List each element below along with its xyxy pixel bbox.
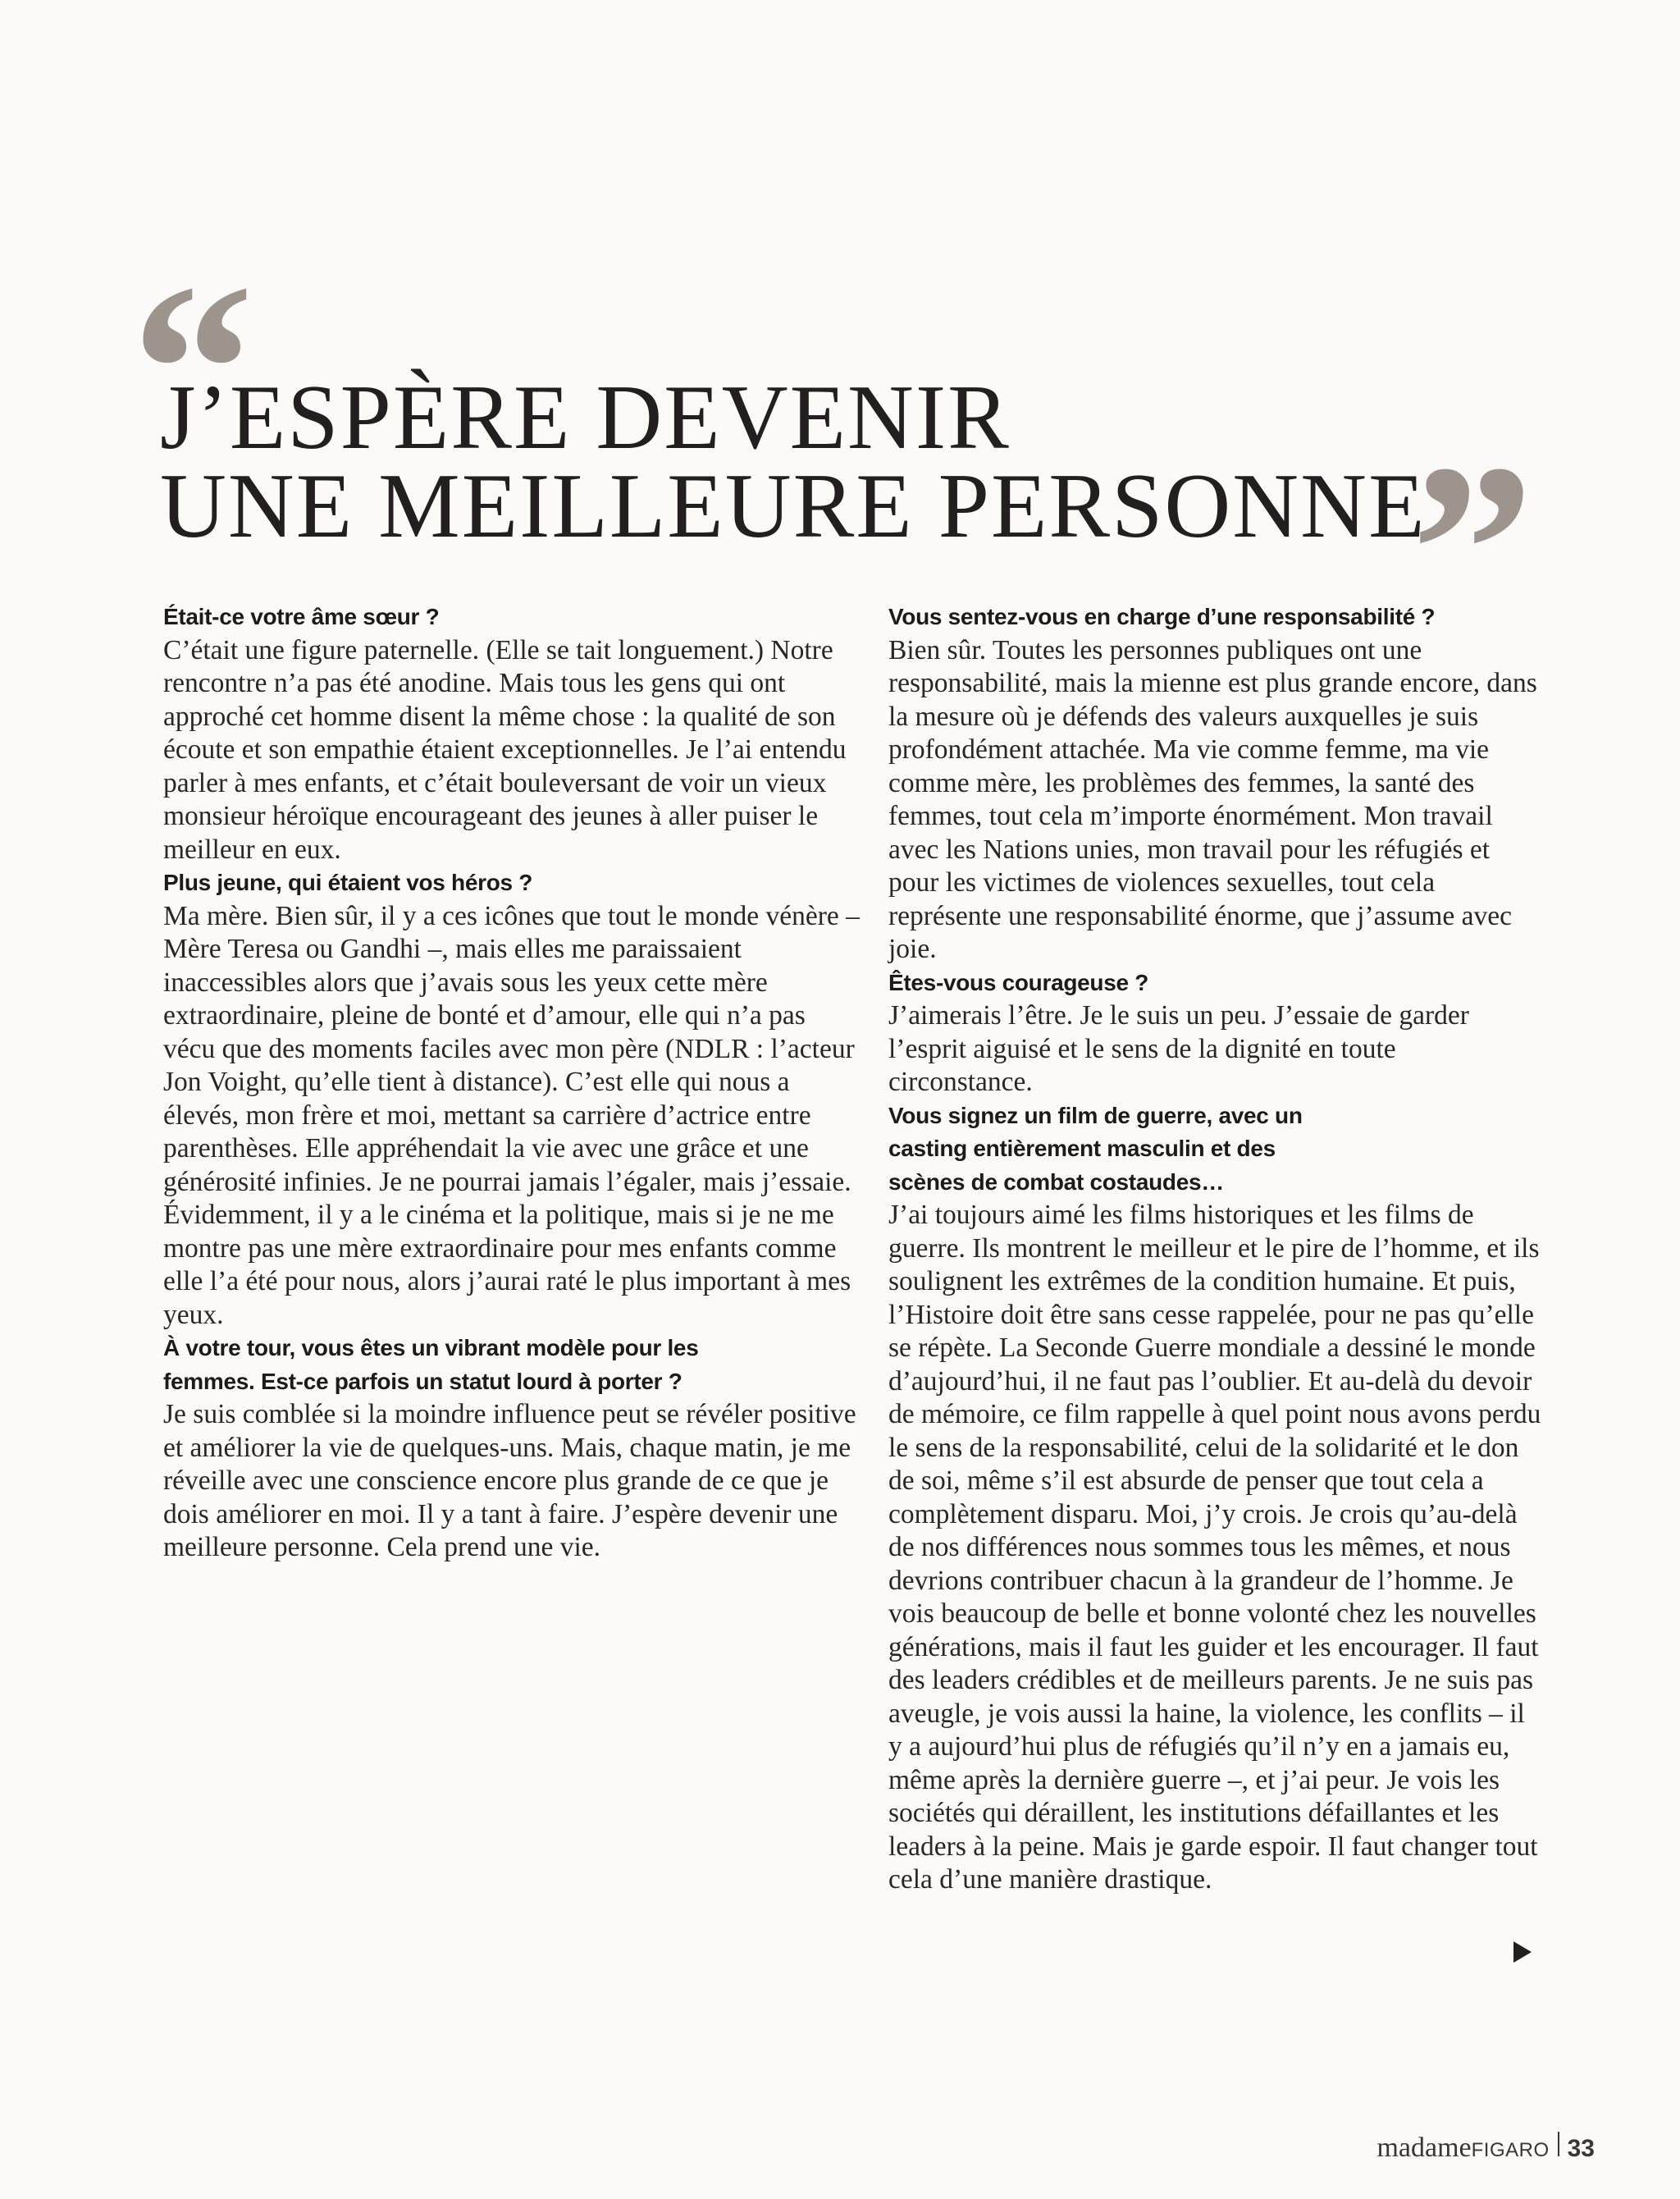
question: Vous sentez-vous en charge d’une responsabilité ?: [888, 604, 1436, 629]
page-footer: [1376, 2132, 1595, 2164]
qa-block: [888, 967, 1545, 1100]
open-quote-mark: “: [131, 233, 254, 505]
qa-block: [163, 866, 861, 1332]
question: Êtes-vous courageuse ?: [888, 969, 1149, 995]
brand-madame: madame: [1376, 2133, 1472, 2163]
qa-block: [888, 601, 1545, 967]
question: À votre tour, vous êtes un vibrant modèle pour les femmes. Est-ce parfois un statut lourd à porter ?: [163, 1335, 699, 1394]
answer: J’ai toujours aimé les films historiques et les films de guerre. Ils montrent le meilleur et le pire de l’homme, et ils soulignent les extrêmes de la condition humaine. Et puis, l’Histoire doit être sans cesse rappelée, pour ne pas qu’elle se répète. La Seconde Guerre mondiale a dessiné le monde d’aujourd’hui, il ne faut pas l’oublier. Et au-delà du devoir de mémoire, ce film rappelle à quel point nous avons perdu le sens de la responsabilité, celui de la solidarité et le don de soi, même s’il est absurde de penser que tout cela a complètement disparu. Moi, j’y crois. Je crois qu’au-delà de nos différences nous sommes tous les mêmes, et nous devrions contribuer chacun à la grandeur de l’homme. Je vois beaucoup de belle et bonne volonté chez les nouvelles générations, mais il faut les guider et les encourager. Il faut des leaders crédibles et de meilleurs parents. Je ne suis pas aveugle, je vois aussi la haine, la violence, les conflits – il y a aujourd’hui plus de réfugiés qu’il n’y en a jamais eu, même après la dernière guerre –, et j’ai peur. Je vois les sociétés qui déraillent, les institutions défaillantes et les leaders à la peine. Mais je garde espoir. Il faut changer tout cela d’une manière drastique.: [888, 1200, 1541, 1895]
answer: J’aimerais l’être. Je le suis un peu. J’essaie de garder l’esprit aiguisé et le sens de la dignité en toute circonstance.: [888, 1000, 1469, 1097]
qa-block: [888, 1100, 1545, 1897]
continue-triangle-right-icon: [1513, 1941, 1532, 1963]
brand-figaro: FIGARO: [1471, 2139, 1550, 2161]
footer-divider: [1558, 2132, 1559, 2156]
question: Était-ce votre âme sœur ?: [163, 604, 440, 629]
answer: Bien sûr. Toutes les personnes publiques ont une responsabilité, mais la mienne est plus grande encore, dans la mesure où je défends des valeurs auxquelles je suis profondément attachée. Ma vie comme femme, ma vie comme mère, les problèmes des femmes, la santé des femmes, tout cela m’importe énormément. Mon travail avec les Nations unies, mon travail pour les réfugiés et pour les victimes de violences sexuelles, tout cela représente une responsabilité énorme, que j’assume avec joie.: [888, 634, 1537, 964]
close-quote-mark: ”: [1411, 414, 1534, 686]
page-number: 33: [1567, 2135, 1595, 2162]
question: Plus jeune, qui étaient vos héros ?: [163, 870, 533, 895]
qa-block: [163, 1332, 861, 1565]
answer: C’était une figure paternelle. (Elle se tait longuement.) Notre rencontre n’a pas été anodine. Mais tous les gens qui ont approché cet homme disent la même chose : la qualité de son écoute et son empathie étaient exceptionnelles. Je l’ai entendu parler à mes enfants, et c’était bouleversant de voir un vieux monsieur héroïque encourageant des jeunes à aller puiser le meilleur en eux.: [163, 634, 847, 865]
answer: Je suis comblée si la moindre influence peut se révéler positive et améliorer la vie de quelques-uns. Mais, chaque matin, je me réveille avec une conscience encore plus grande de ce que je dois améliorer en moi. Il y a tant à faire. J’espère devenir une meilleure personne. Cela prend une vie.: [163, 1399, 856, 1562]
qa-block: [163, 601, 861, 866]
headline: [160, 367, 1440, 557]
headline-line-1: J’ESPÈRE DEVENIR: [160, 367, 1011, 469]
question: Vous signez un film de guerre, avec un casting entièrement masculin et des scènes de combat costaudes…: [888, 1102, 1303, 1195]
answer: Ma mère. Bien sûr, il y a ces icônes que tout le monde vénère – Mère Teresa ou Gandhi –, mais elles me paraissaient inaccessibles alors que j’avais sous les yeux cette mère extraordinaire, pleine de bonté et d’amour, elle qui n’a pas vécu que des moments faciles avec mon père (NDLR : l’acteur Jon Voight, qu’elle tient à distance). C’est elle qui nous a élevés, mon frère et moi, mettant sa carrière d’actrice entre parenthèses. Elle appréhendait la vie avec une grâce et une générosité infinies. Je ne pourrai jamais l’égaler, mais j’essaie. Évidemment, il y a le cinéma et la politique, mais si je ne me montre pas une mère extraordinaire pour mes enfants comme elle l’a été pour nous, alors j’aurai raté le plus important à mes yeux.: [163, 900, 860, 1330]
right-column: [888, 601, 1545, 1897]
headline-line-2: UNE MEILLEURE PERSONNE: [160, 455, 1427, 557]
left-column: [163, 601, 861, 1565]
